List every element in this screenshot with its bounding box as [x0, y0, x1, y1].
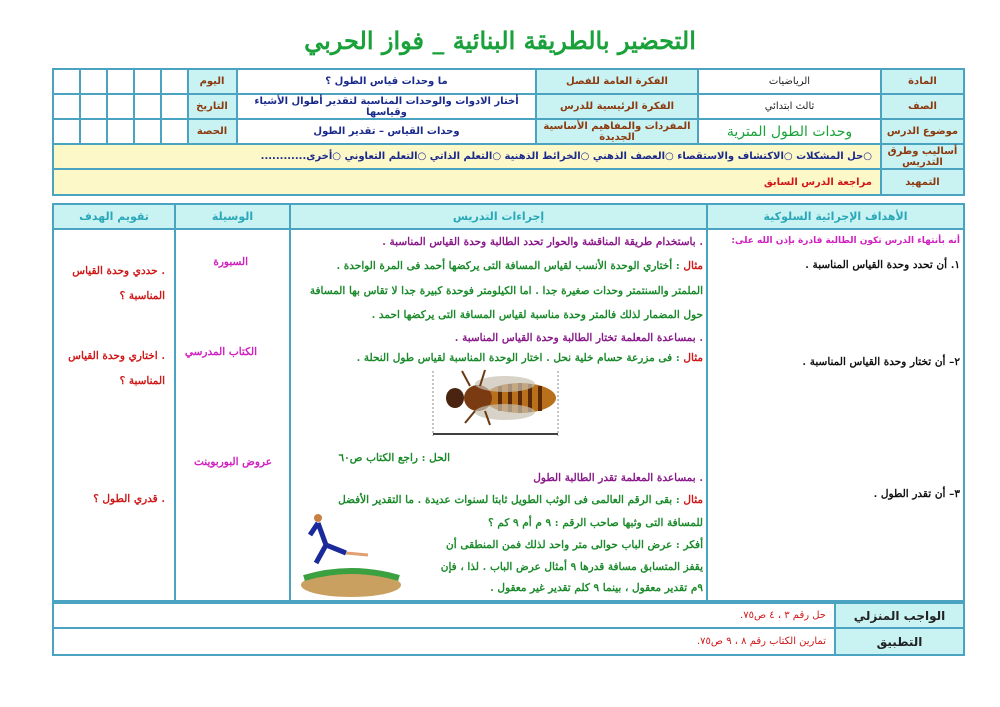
- proc-text: : أختاري الوحدة الأنسب لقياس المسافة التى يركضها أحمد فى المرة الواحدة .: [336, 260, 684, 272]
- vocab-value: وحدات القياس – تقدير الطول: [236, 118, 537, 145]
- proc-line-5: . بمساعدة المعلمة تختار الطالبة وحدة القياس المناسبة .: [454, 332, 703, 344]
- proc-line-8: . بمساعدة المعلمة تقدر الطالبة الطول: [533, 472, 703, 484]
- eval-3: . قدري الطول ؟: [93, 493, 165, 505]
- application-value: تمارين الكتاب رقم ٨ ، ٩ ص٧٥.: [52, 627, 836, 656]
- application-label: التطبيق: [834, 627, 965, 656]
- general-idea-value: ما وحدات قياس الطول ؟: [236, 68, 537, 95]
- schedule-cell[interactable]: [160, 93, 189, 120]
- goal-1: ١. أن تحدد وحدة القياس المناسبة .: [805, 259, 960, 271]
- schedule-cell[interactable]: [133, 118, 162, 145]
- schedule-cell[interactable]: [52, 93, 81, 120]
- media-board: السبورة: [213, 256, 248, 268]
- goal-3: ٣– أن تقدر الطول .: [873, 488, 960, 500]
- schedule-cell[interactable]: [52, 118, 81, 145]
- goals-column: [706, 228, 965, 602]
- media-column: [174, 228, 291, 602]
- schedule-cell[interactable]: [79, 93, 108, 120]
- proc-line-4: حول المضمار لذلك فالمتر وحدة مناسبة لقياس المسافة التى يركضها احمد .: [371, 309, 703, 321]
- page-title: التحضير بالطريقة البنائية _ فواز الحربي: [304, 26, 696, 55]
- bee-image: [430, 366, 565, 446]
- header-procedures: إجراءات التدريس: [289, 203, 708, 230]
- schedule-cell[interactable]: [160, 68, 189, 95]
- header-media: الوسيلة: [174, 203, 291, 230]
- subject-label: المادة: [880, 68, 965, 95]
- header-evaluation: تقويم الهدف: [52, 203, 176, 230]
- proc-line-7: الحل : راجع الكتاب ص٦٠: [338, 452, 450, 464]
- media-powerpoint: عروض البوربوينت: [193, 456, 272, 468]
- topic-value: وحدات الطول المترية: [697, 118, 882, 145]
- methods-value: ○حل المشكلات ○الاكتشاف والاستقصاء ○العصف الذهني ○الخرائط الذهنية ○التعلم الذاتي ○التعلم التعاوني ○أخرى............: [52, 143, 882, 170]
- proc-line-2: [337, 260, 704, 272]
- proc-line-1: . باستخدام طريقة المناقشة والحوار تحدد الطالبة وحدة القياس المناسبة .: [382, 236, 703, 248]
- schedule-cell[interactable]: [79, 68, 108, 95]
- schedule-cell[interactable]: [106, 93, 135, 120]
- vocab-label: المفردات والمفاهيم الأساسية الجديدة: [535, 118, 699, 145]
- proc-text: : فى مزرعة حسام خلية نحل . اختار الوحدة المناسبة لقياس طول النحلة .: [356, 352, 684, 364]
- evaluation-column: [52, 228, 176, 602]
- day-label: اليوم: [186, 68, 238, 95]
- schedule-cell[interactable]: [133, 93, 162, 120]
- intro-value: مراجعة الدرس السابق: [52, 168, 882, 196]
- class-label: الصف: [880, 93, 965, 120]
- eval-1: . حددي وحدة القياس: [72, 265, 165, 277]
- proc-line-6: [357, 352, 703, 364]
- schedule-cell[interactable]: [133, 68, 162, 95]
- example-label: مثال: [683, 352, 703, 364]
- proc-line-9: [338, 494, 703, 506]
- eval-2b: المناسبة ؟: [119, 375, 165, 387]
- class-value: ثالث ابتدائي: [697, 93, 882, 120]
- subject-value: الرياضيات: [697, 68, 882, 95]
- eval-2: . اختاري وحدة القياس: [68, 350, 165, 362]
- example-label: مثال: [683, 260, 703, 272]
- homework-value: حل رقم ٣ ، ٤ ص٧٥.: [52, 602, 836, 629]
- schedule-cell[interactable]: [106, 68, 135, 95]
- goals-intro: أنه بأنتهاء الدرس تكون الطالبة قادرة بإذن الله على:: [731, 236, 960, 246]
- proc-line-3: الملمتر والسنتمتر وحدات صغيرة جدا . اما الكيلومتر فوحدة كبيرة جدا لا تقاس بها المسافة: [309, 285, 703, 297]
- goal-2: ٢– أن تختار وحدة القياس المناسبة .: [802, 356, 960, 368]
- schedule-cell[interactable]: [79, 118, 108, 145]
- eval-1b: المناسبة ؟: [119, 290, 165, 302]
- schedule-cell[interactable]: [52, 68, 81, 95]
- period-label: الحصة: [186, 118, 238, 145]
- header-goals: الأهداف الإجرائية السلوكية: [706, 203, 965, 230]
- date-label: التاريخ: [186, 93, 238, 120]
- proc-line-12: يقفز المتسابق مسافة قدرها ٩ أمثال عرض الباب . لذا ، فإن: [440, 561, 703, 573]
- example-label: مثال: [683, 494, 703, 506]
- proc-line-11: أفكر : عرض الباب حوالى متر واحد لذلك فمن المنطقى أن: [446, 539, 703, 551]
- media-textbook: الكتاب المدرسي: [184, 346, 257, 358]
- schedule-cell[interactable]: [160, 118, 189, 145]
- proc-text: : بقى الرقم العالمى فى الوثب الطويل ثابتا لسنوات عديدة . ما التقدير الأفضل: [338, 494, 684, 506]
- schedule-cell[interactable]: [106, 118, 135, 145]
- runner-image: [296, 513, 406, 598]
- methods-label: أساليب وطرق التدريس: [880, 143, 965, 170]
- homework-label: الواجب المنزلي: [834, 602, 965, 629]
- general-idea-label: الفكرة العامة للفصل: [535, 68, 699, 95]
- proc-line-10: للمسافة التى وثبها صاحب الرقم : ٩ م أم ٩ كم ؟: [488, 517, 703, 529]
- intro-label: التمهيد: [880, 168, 965, 196]
- main-idea-value: أختار الادوات والوحدات المناسبة لتقدير أطوال الأشياء وقياسها: [236, 93, 537, 120]
- main-idea-label: الفكرة الرئيسية للدرس: [535, 93, 699, 120]
- topic-label: موضوع الدرس: [880, 118, 965, 145]
- proc-line-13: ٩م تقدير معقول ، بينما ٩ كلم تقدير غير معقول .: [490, 582, 703, 594]
